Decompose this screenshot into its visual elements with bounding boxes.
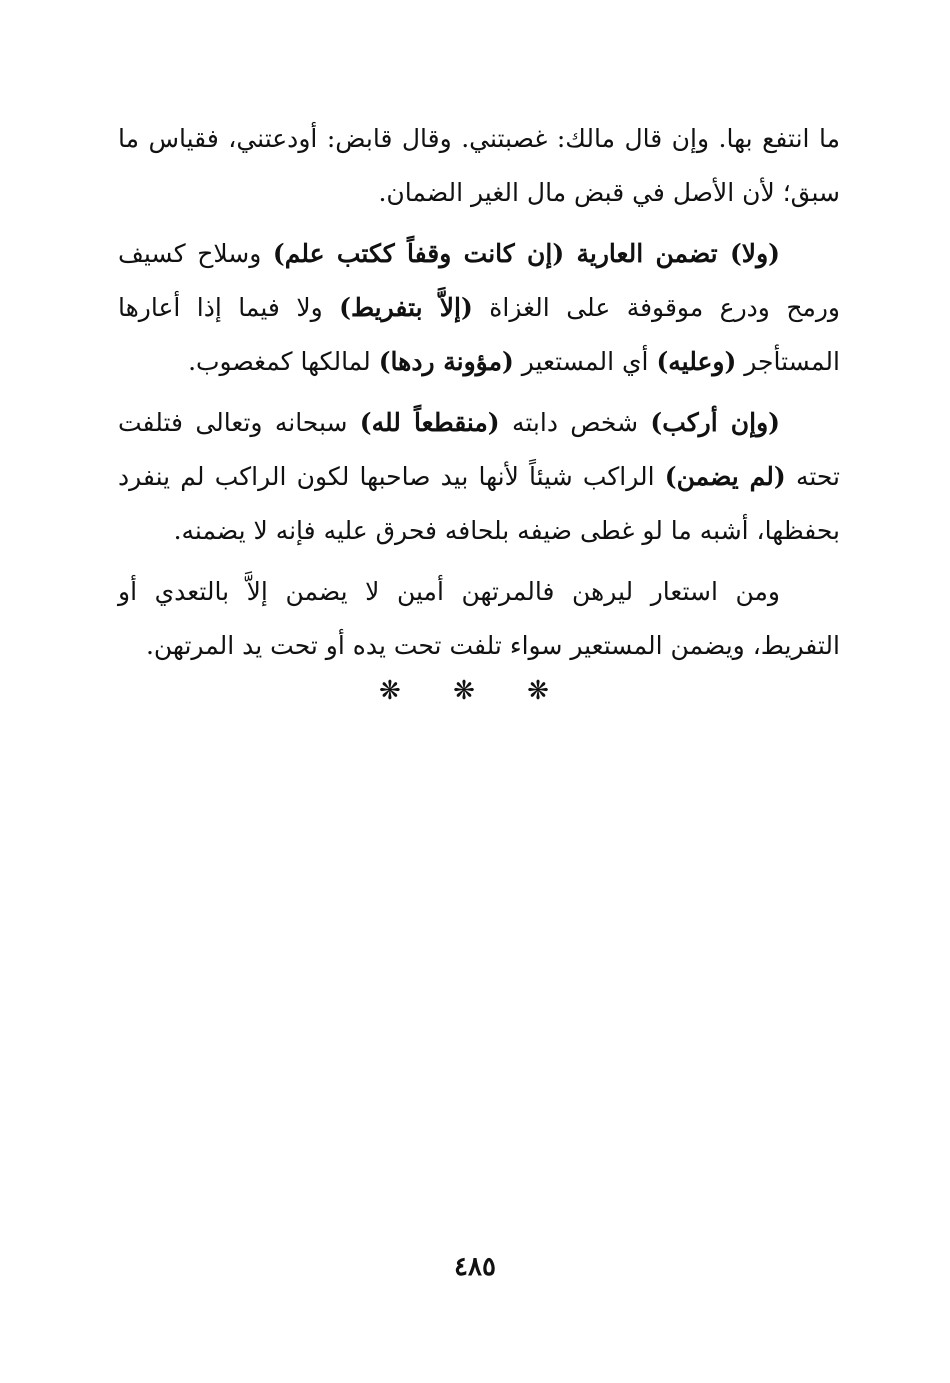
page-number: ٤٨٥ bbox=[454, 1252, 496, 1282]
bold-phrase: (لم يضمن) bbox=[664, 462, 786, 491]
plain-phrase: لمالكها كمغصوب. bbox=[188, 347, 379, 376]
paragraph-4 bbox=[118, 565, 840, 673]
paragraph-1-text: ما انتفع بها. وإن قال مالك: غصبتني. وقال قابض: أودعتني، فقياس ما سبق؛ لأن الأصل في قبض مال الغير الضمان. bbox=[118, 124, 840, 207]
plain-phrase: وسلاح كسيف ورمح ودرع موقوفة على الغزاة bbox=[118, 239, 841, 322]
bold-phrase: (مؤونة ردها) bbox=[378, 347, 514, 376]
section-separator: ❋ ❋ ❋ bbox=[379, 676, 571, 706]
bold-phrase: (وعليه) bbox=[656, 347, 737, 376]
plain-phrase: شخص دابته bbox=[499, 408, 651, 437]
paragraph-2 bbox=[118, 227, 840, 389]
bold-phrase: (منقطعاً لله) bbox=[359, 408, 500, 437]
bold-phrase: (إن كانت وقفاً ككتب علم) bbox=[272, 239, 565, 268]
paragraph-1 bbox=[118, 112, 840, 220]
plain-phrase: ولا فيما إذا أعارها المستأجر bbox=[118, 293, 840, 376]
paragraph-3 bbox=[118, 396, 840, 558]
bold-phrase: (ولا) تضمن العارية bbox=[564, 239, 780, 268]
bold-phrase: (وإن أركب) bbox=[650, 408, 780, 437]
page-body bbox=[118, 112, 840, 680]
plain-phrase: الراكب شيئاً لأنها بيد صاحبها لكون الراكب لم ينفرد بحفظها، أشبه ما لو غطى ضيفه بلحافه فحرق عليه فإنه لا يضمنه. bbox=[118, 462, 840, 545]
plain-phrase: سبحانه وتعالى فتلفت تحته bbox=[118, 408, 840, 491]
paragraph-4-text: ومن استعار ليرهن فالمرتهن أمين لا يضمن إلاَّ بالتعدي أو التفريط، ويضمن المستعير سواء تلفت تحت يده أو تحت يد المرتهن. bbox=[118, 577, 840, 660]
bold-phrase: (إلاَّ بتفريط) bbox=[339, 293, 473, 322]
plain-phrase: أي المستعير bbox=[513, 347, 657, 376]
